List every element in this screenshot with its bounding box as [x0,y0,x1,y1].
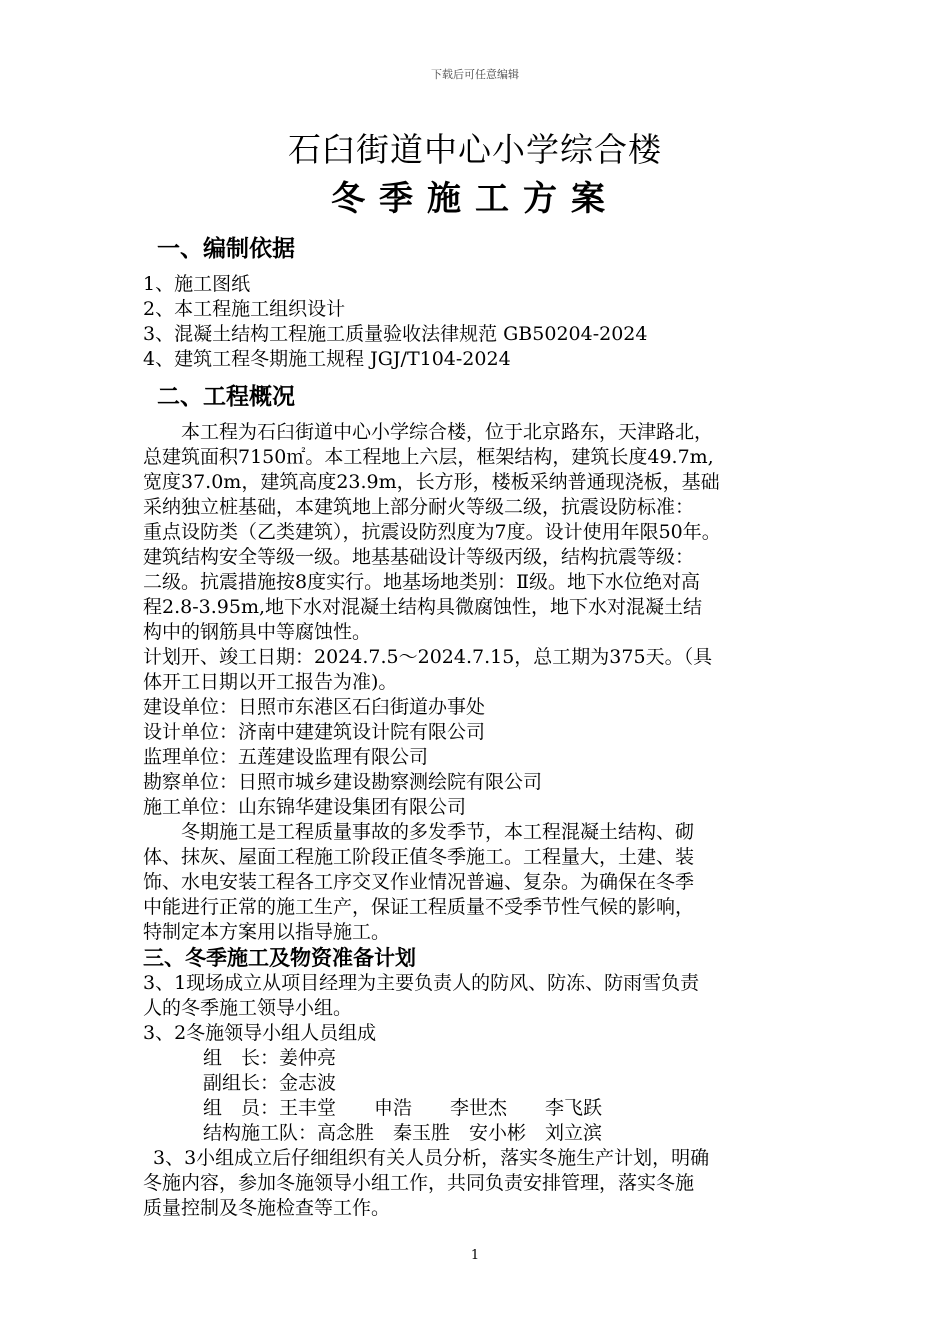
plan-item-line: 3、2冬施领导小组人员组成 [143,1022,377,1044]
overview-line: 程2.8-3.95m,地下水对混凝土结构具微腐蚀性，地下水对混凝土结 [143,596,702,618]
member-line: 副组长：金志波 [203,1072,337,1094]
overview-line: 重点设防类（乙类建筑），抗震设防烈度为7度。设计使用年限50年。 [143,521,721,543]
schedule-line: 计划开、竣工日期：2024.7.5～2024.7.15，总工期为375天。（具 [143,646,713,668]
overview-line: 宽度37.0m，建筑高度23.9m，长方形，楼板采纳普通现浇板，基础 [143,471,720,493]
plan-item-line: 冬施内容，参加冬施领导小组工作，共同负责安排管理，落实冬施 [143,1172,695,1194]
document-subtitle: 冬季施工方案 [331,179,619,219]
winter-line: 体、抹灰、屋面工程施工阶段正值冬季施工。工程量大，土建、装 [143,846,695,868]
overview-line: 建筑结构安全等级一级。地基基础设计等级丙级，结构抗震等级： [143,546,695,568]
document-title: 石臼街道中心小学综合楼 [288,130,662,169]
winter-line: 特制定本方案用以指导施工。 [143,921,391,943]
basis-item: 3、混凝土结构工程施工质量验收法律规范 GB50204-2024 [143,323,648,345]
unit-line: 施工单位：山东锦华建设集团有限公司 [143,796,467,818]
winter-line: 冬期施工是工程质量事故的多发季节，本工程混凝土结构、砌 [181,821,695,843]
overview-line: 构中的钢筋具中等腐蚀性。 [143,621,372,643]
document-body [143,230,821,1221]
basis-item: 1、施工图纸 [143,273,251,295]
winter-line: 中能进行正常的施工生产，保证工程质量不受季节性气候的影响， [143,896,695,918]
plan-item-line: 3、1现场成立从项目经理为主要负责人的防风、防冻、防雨雪负责 [143,972,700,994]
overview-line: 采纳独立桩基础，本建筑地上部分耐火等级二级，抗震设防标准： [143,496,695,518]
basis-item: 2、本工程施工组织设计 [143,298,346,320]
header-note: 下载后可任意编辑 [431,68,519,81]
section1-heading: 一、编制依据 [157,236,295,262]
section3-heading: 三、冬季施工及物资准备计划 [143,946,416,970]
unit-line: 建设单位：日照市东港区石臼街道办事处 [143,696,486,718]
winter-line: 饰、水电安装工程各工序交叉作业情况普遍、复杂。为确保在冬季 [143,871,695,893]
member-line: 组 长：姜仲亮 [203,1047,337,1069]
unit-line: 设计单位：济南中建建筑设计院有限公司 [143,721,486,743]
unit-line: 监理单位：五莲建设监理有限公司 [143,746,429,768]
overview-line: 本工程为石臼街道中心小学综合楼，位于北京路东，天津路北， [181,421,714,443]
schedule-line: 体开工日期以开工报告为准)。 [143,671,398,693]
section2-heading: 二、工程概况 [157,384,295,410]
plan-item-line: 3、3小组成立后仔细组织有关人员分析，落实冬施生产计划，明确 [153,1147,710,1169]
overview-line: 二级。抗震措施按8度实行。地基场地类别：Ⅱ级。地下水位绝对高 [143,571,701,593]
basis-item: 4、建筑工程冬期施工规程 JGJ/T104-2024 [143,348,511,370]
member-line: 组 员：王丰堂 申浩 李世杰 李飞跃 [203,1097,603,1119]
overview-line: 总建筑面积7150㎡。本工程地上六层，框架结构，建筑长度49.7m, [143,446,714,468]
member-line: 结构施工队：高念胜 秦玉胜 安小彬 刘立滨 [203,1122,603,1144]
plan-item-line: 质量控制及冬施检查等工作。 [143,1197,391,1219]
page-number: 1 [470,1248,480,1263]
plan-item-line: 人的冬季施工领导小组。 [143,997,353,1019]
unit-line: 勘察单位：日照市城乡建设勘察测绘院有限公司 [143,771,543,793]
